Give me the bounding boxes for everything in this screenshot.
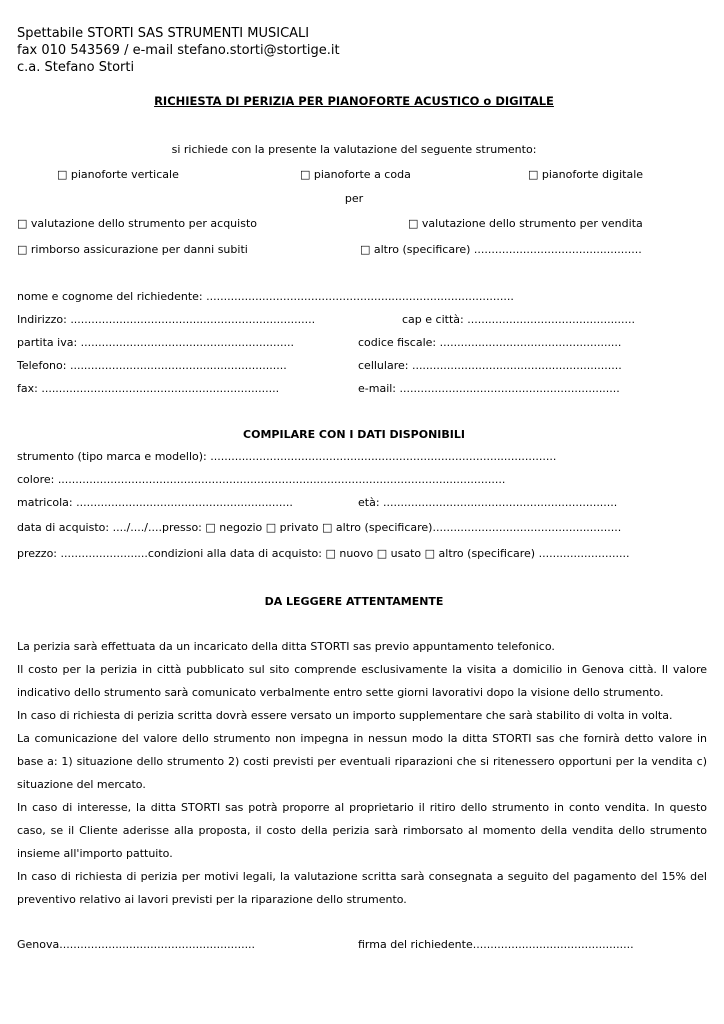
notice-paragraph: La comunicazione del valore dello strumento non impegna in nessun modo la ditta STORTI sas che fornirà detto valore in base a: 1) situazione dello strumento 2) costi previsti per eventuali riparazioni che si ritenessero opportuni per la vendita c) situazione del mercato.	[17, 732, 707, 791]
recipient-contacts: fax 010 543569 / e-mail stefano.storti@stortige.it	[17, 43, 340, 58]
field-place-date[interactable]: Genova........................................................	[17, 938, 256, 951]
per-label: per	[344, 192, 364, 205]
intro-text: si richiede con la presente la valutazione del seguente strumento:	[171, 143, 537, 156]
option-insurance-refund[interactable]: □ rimborso assicurazione per danni subiti	[17, 243, 248, 256]
option-other-purpose[interactable]: □ altro (specificare) ................................................	[360, 243, 642, 256]
notice-paragraph: La perizia sarà effettuata da un incaricato della ditta STORTI sas previo appuntamento telefonico.	[17, 640, 555, 653]
document-page: Spettabile STORTI SAS STRUMENTI MUSICALI fax 010 543569 / e-mail stefano.storti@stortige.it c.a. Stefano Storti RICHIESTA DI PERIZIA PER PIANOFORTE ACUSTICO o DIGITALE si richiede con la presente la valutazione del seguente strumento: □ pianoforte verticale □ pianoforte a coda □ pianoforte digitale per □ valutazione dello strumento per acquisto □ valutazione dello strumento per vendita □ rimborso assicurazione per danni subiti □ altro (specificare) ................................................ nome e cognome del richiedente: ........................................................................................ Indirizzo: ...................................................................... cap e città: ................................................ partita iva: ............................................................. codice fiscale: .................................................... Telefono: .............................................................. cellulare: ............................................................ fax: .................................................................... e-mail: ............................................................... COMPILARE CON I DATI DISPONIBILI strumento (tipo marca e modello): ................................................................................................... colore: ................................................................................................................................ matricola: .............................................................. età: ................................................................... data di acquisto: ..../..../....presso: □ negozio □ privato □ altro (specificare)...................................................... prezzo: .........................condizioni alla data di acquisto: □ nuovo □ usato □ altro (specificare) .......................... DA LEGGERE ATTENTAMENTE La perizia sarà effettuata da un incaricato della ditta STORTI sas previo appuntamento telefonico. Il costo per la perizia in città pubblicato sul sito comprende esclusivamente la visita a domicilio in Genova città. Il valore indicativo dello strumento sarà comunicato verbalmente entro sette giorni lavorativi dopo la visione dello strumento. In caso di richiesta di perizia scritta dovrà essere versato un importo supplementare che sarà stabilito di volta in volta. La comunicazione del valore dello strumento non impegna in nessun modo la ditta STORTI sas che fornirà detto valore in base a: 1) situazione dello strumento 2) costi previsti per eventuali riparazioni che si ritenessero opportuni per la vendita c) situazione del mercato. In caso di interesse, la ditta STORTI sas potrà proporre al proprietario il ritiro dello strumento in conto vendita. In questo caso, se il Cliente aderisse alla proposta, il costo della perizia sarà rimborsato al momento della vendita dello strumento insieme all'importo pattuito. In caso di richiesta di perizia per motivi legali, la valutazione scritta sarà consegnata a seguito del pagamento del 15% del preventivo relativo ai lavori previsti per la riparazione dello strumento. Genova........................................................ firma del richiedente..............................................	[17, 26, 707, 951]
notice-paragraph: In caso di richiesta di perizia scritta dovrà essere versato un importo supplementare che sarà stabilito di volta in volta.	[17, 709, 673, 722]
document-title: RICHIESTA DI PERIZIA PER PIANOFORTE ACUSTICO o DIGITALE	[154, 94, 554, 108]
field-serial[interactable]: matricola: ..............................................................	[17, 496, 293, 509]
notice-body	[17, 635, 707, 911]
option-purchase-evaluation[interactable]: □ valutazione dello strumento per acquisto	[17, 217, 257, 230]
field-phone[interactable]: Telefono: ..............................................................	[17, 359, 287, 372]
option-grand-piano[interactable]: □ pianoforte a coda	[300, 168, 411, 181]
option-digital-piano[interactable]: □ pianoforte digitale	[528, 168, 644, 181]
section-heading-data: COMPILARE CON I DATI DISPONIBILI	[243, 428, 465, 441]
notice-paragraph: In caso di interesse, la ditta STORTI sas potrà proporre al proprietario il ritiro dello strumento in conto vendita. In questo caso, se il Cliente aderisse alla proposta, il costo della perizia sarà rimborsato al momento della vendita dello strumento insieme all'importo pattuito.	[17, 801, 707, 860]
field-email[interactable]: e-mail: ...............................................................	[358, 382, 620, 395]
field-fax[interactable]: fax: ....................................................................	[17, 382, 280, 395]
option-sale-evaluation[interactable]: □ valutazione dello strumento per vendita	[408, 217, 643, 230]
field-cap-city[interactable]: cap e città: ................................................	[402, 313, 636, 326]
field-tax-code[interactable]: codice fiscale: ....................................................	[358, 336, 622, 349]
field-vat[interactable]: partita iva: .............................................................	[17, 336, 294, 349]
notice-paragraph: Il costo per la perizia in città pubblicato sul sito comprende esclusivamente la visita a domicilio in Genova città. Il valore indicativo dello strumento sarà comunicato verbalmente entro sette giorni lavorativi dopo la visione dello strumento.	[17, 663, 707, 699]
field-mobile[interactable]: cellulare: ............................................................	[358, 359, 622, 372]
notice-paragraph: In caso di richiesta di perizia per motivi legali, la valutazione scritta sarà consegnata a seguito del pagamento del 15% del preventivo relativo ai lavori previsti per la riparazione dello strumento.	[17, 870, 707, 906]
field-age[interactable]: età: ...................................................................	[358, 496, 618, 509]
notice-heading: DA LEGGERE ATTENTAMENTE	[264, 595, 444, 608]
field-address[interactable]: Indirizzo: ......................................................................	[17, 313, 316, 326]
recipient-attention: c.a. Stefano Storti	[17, 60, 135, 75]
field-signature[interactable]: firma del richiedente..............................................	[358, 938, 634, 951]
recipient-name: Spettabile STORTI SAS STRUMENTI MUSICALI	[17, 26, 310, 41]
option-upright-piano[interactable]: □ pianoforte verticale	[57, 168, 179, 181]
